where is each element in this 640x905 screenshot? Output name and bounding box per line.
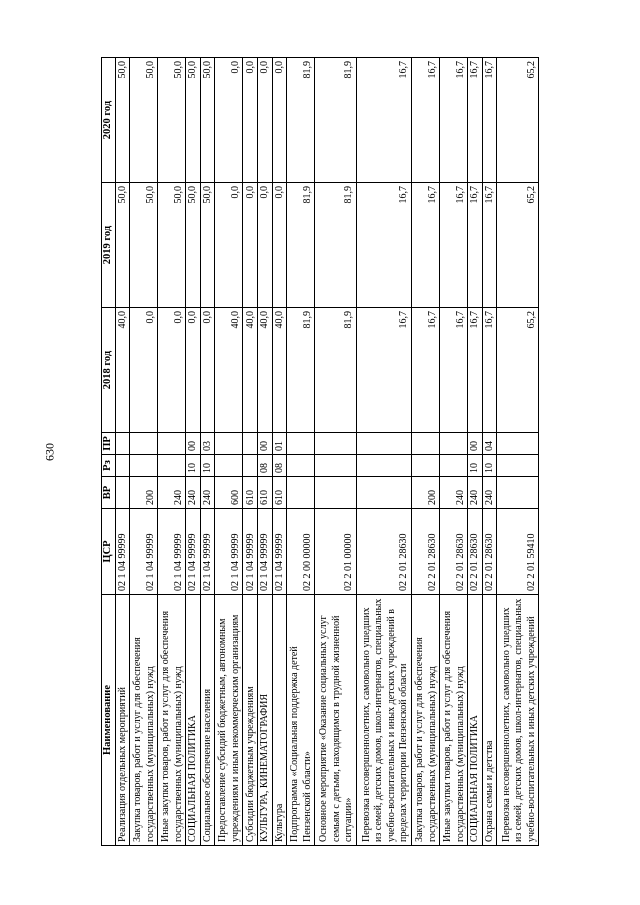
cell-name: КУЛЬТУРА, КИНЕМАТОГРАФИЯ — [258, 595, 273, 846]
cell-y2019: 65,2 — [497, 183, 539, 308]
cell-csr: 02 1 04 99999 — [258, 509, 273, 595]
cell-csr: 02 2 01 59410 — [497, 509, 539, 595]
cell-pr — [115, 433, 130, 455]
cell-pr — [215, 433, 243, 455]
cell-vr: 240 — [440, 477, 468, 509]
cell-y2018: 40,0 — [272, 308, 287, 433]
cell-y2020: 81,9 — [315, 58, 357, 183]
cell-csr: 02 1 04 99999 — [186, 509, 201, 595]
table-row — [356, 58, 411, 846]
cell-y2018: 40,0 — [258, 308, 273, 433]
cell-y2018: 0,0 — [158, 308, 186, 433]
cell-rz: 10 — [200, 455, 215, 477]
cell-pr — [130, 433, 158, 455]
header-pr: ПР — [102, 433, 116, 455]
table-row — [272, 58, 287, 846]
cell-vr: 240 — [468, 477, 483, 509]
table-row — [440, 58, 468, 846]
cell-y2020: 81,9 — [287, 58, 315, 183]
cell-rz — [497, 455, 539, 477]
header-2019: 2019 год — [102, 183, 116, 308]
cell-rz — [215, 455, 243, 477]
cell-y2018: 16,7 — [482, 308, 497, 433]
table-row — [482, 58, 497, 846]
cell-pr — [411, 433, 439, 455]
table-row — [186, 58, 201, 846]
cell-name: Закупка товаров, работ и услуг для обеспечения государственных (муниципальных) нужд — [130, 595, 158, 846]
cell-y2019: 50,0 — [186, 183, 201, 308]
header-rz: Рз — [102, 455, 116, 477]
cell-y2018: 0,0 — [130, 308, 158, 433]
cell-vr — [287, 477, 315, 509]
cell-vr — [356, 477, 411, 509]
cell-csr: 02 2 01 28630 — [440, 509, 468, 595]
cell-name: Закупка товаров, работ и услуг для обеспечения государственных (муниципальных) нужд — [411, 595, 439, 846]
budget-table — [101, 57, 539, 846]
cell-y2019: 0,0 — [272, 183, 287, 308]
cell-name: Охрана семьи и детства — [482, 595, 497, 846]
cell-y2018: 16,7 — [356, 308, 411, 433]
cell-y2020: 50,0 — [115, 58, 130, 183]
cell-csr: 02 1 04 99999 — [243, 509, 258, 595]
cell-y2019: 50,0 — [115, 183, 130, 308]
cell-name: Перевозка несовершеннолетних, самовольно ушедших из семей, детских домов, школ-интернатов, специальных учебно-воспитательных и иных детских учреждений в пределах территории Пензенской области — [356, 595, 411, 846]
table-row — [215, 58, 243, 846]
cell-y2018: 40,0 — [115, 308, 130, 433]
table-row — [315, 58, 357, 846]
cell-rz — [411, 455, 439, 477]
rotated-table-container — [101, 58, 539, 846]
cell-y2019: 81,9 — [315, 183, 357, 308]
cell-vr: 610 — [243, 477, 258, 509]
table-row — [200, 58, 215, 846]
cell-y2020: 16,7 — [482, 58, 497, 183]
cell-y2020: 50,0 — [130, 58, 158, 183]
cell-rz: 08 — [272, 455, 287, 477]
cell-y2019: 16,7 — [356, 183, 411, 308]
header-row — [102, 58, 116, 846]
cell-rz: 10 — [186, 455, 201, 477]
cell-rz — [130, 455, 158, 477]
cell-csr: 02 1 04 99999 — [215, 509, 243, 595]
cell-vr: 610 — [258, 477, 273, 509]
cell-y2018: 65,2 — [497, 308, 539, 433]
cell-vr: 200 — [411, 477, 439, 509]
cell-pr — [287, 433, 315, 455]
cell-csr: 02 2 00 00000 — [287, 509, 315, 595]
cell-vr: 240 — [200, 477, 215, 509]
cell-rz: 10 — [468, 455, 483, 477]
cell-y2019: 16,7 — [440, 183, 468, 308]
cell-rz — [115, 455, 130, 477]
cell-name: Иные закупки товаров, работ и услуг для обеспечения государственных (муниципальных) нужд — [158, 595, 186, 846]
cell-y2019: 16,7 — [411, 183, 439, 308]
cell-y2020: 65,2 — [497, 58, 539, 183]
table-row — [287, 58, 315, 846]
cell-csr: 02 2 01 28630 — [411, 509, 439, 595]
cell-csr: 02 1 04 99999 — [158, 509, 186, 595]
cell-vr: 200 — [130, 477, 158, 509]
cell-rz: 10 — [482, 455, 497, 477]
cell-vr — [315, 477, 357, 509]
cell-y2019: 50,0 — [130, 183, 158, 308]
cell-rz — [315, 455, 357, 477]
cell-y2019: 0,0 — [215, 183, 243, 308]
cell-rz: 08 — [258, 455, 273, 477]
cell-y2018: 0,0 — [186, 308, 201, 433]
cell-y2020: 16,7 — [411, 58, 439, 183]
cell-y2019: 16,7 — [468, 183, 483, 308]
cell-csr: 02 1 04 99999 — [200, 509, 215, 595]
cell-vr — [115, 477, 130, 509]
cell-pr: 03 — [200, 433, 215, 455]
cell-y2019: 0,0 — [243, 183, 258, 308]
cell-y2020: 16,7 — [440, 58, 468, 183]
header-csr: ЦСР — [102, 509, 116, 595]
cell-pr: 00 — [258, 433, 273, 455]
header-vr: ВР — [102, 477, 116, 509]
cell-rz — [243, 455, 258, 477]
cell-name: Предоставление субсидий бюджетным, автономным учреждениям и иным некоммерческим организациям — [215, 595, 243, 846]
cell-y2020: 50,0 — [158, 58, 186, 183]
cell-y2020: 0,0 — [243, 58, 258, 183]
cell-vr: 240 — [158, 477, 186, 509]
cell-name: Иные закупки товаров, работ и услуг для обеспечения государственных (муниципальных) нужд — [440, 595, 468, 846]
cell-rz — [158, 455, 186, 477]
cell-csr: 02 2 01 28630 — [356, 509, 411, 595]
cell-y2018: 40,0 — [243, 308, 258, 433]
cell-y2018: 16,7 — [468, 308, 483, 433]
cell-rz — [287, 455, 315, 477]
table-row — [258, 58, 273, 846]
cell-name: Основное мероприятие «Оказание социальных услуг семьям с детьми, находящимся в трудной жизненной ситуации» — [315, 595, 357, 846]
cell-y2020: 50,0 — [186, 58, 201, 183]
cell-csr: 02 2 01 28630 — [482, 509, 497, 595]
cell-pr: 00 — [468, 433, 483, 455]
table-row — [468, 58, 483, 846]
cell-pr — [315, 433, 357, 455]
cell-rz — [440, 455, 468, 477]
cell-csr: 02 1 04 99999 — [272, 509, 287, 595]
cell-y2020: 16,7 — [356, 58, 411, 183]
cell-y2020: 0,0 — [215, 58, 243, 183]
header-2020: 2020 год — [102, 58, 116, 183]
cell-y2020: 0,0 — [258, 58, 273, 183]
cell-name: Субсидии бюджетным учреждениям — [243, 595, 258, 846]
cell-y2020: 0,0 — [272, 58, 287, 183]
cell-csr: 02 2 01 28630 — [468, 509, 483, 595]
cell-y2018: 40,0 — [215, 308, 243, 433]
cell-csr: 02 1 04 99999 — [115, 509, 130, 595]
cell-pr — [497, 433, 539, 455]
table-row — [130, 58, 158, 846]
header-name: Наименование — [102, 595, 116, 846]
cell-y2019: 16,7 — [482, 183, 497, 308]
cell-pr — [243, 433, 258, 455]
cell-csr: 02 1 04 99999 — [130, 509, 158, 595]
cell-y2019: 81,9 — [287, 183, 315, 308]
cell-y2018: 16,7 — [440, 308, 468, 433]
table-row — [497, 58, 539, 846]
cell-y2018: 16,7 — [411, 308, 439, 433]
cell-y2019: 50,0 — [200, 183, 215, 308]
cell-rz — [356, 455, 411, 477]
cell-csr: 02 2 01 00000 — [315, 509, 357, 595]
cell-vr — [497, 477, 539, 509]
table-row — [158, 58, 186, 846]
cell-vr: 240 — [186, 477, 201, 509]
cell-vr: 610 — [272, 477, 287, 509]
cell-name: СОЦИАЛЬНАЯ ПОЛИТИКА — [186, 595, 201, 846]
cell-vr: 240 — [482, 477, 497, 509]
header-2018: 2018 год — [102, 308, 116, 433]
cell-name: СОЦИАЛЬНАЯ ПОЛИТИКА — [468, 595, 483, 846]
cell-name: Социальное обеспечение населения — [200, 595, 215, 846]
page-number: 630 — [42, 443, 57, 461]
cell-vr: 600 — [215, 477, 243, 509]
cell-pr — [356, 433, 411, 455]
cell-pr: 00 — [186, 433, 201, 455]
cell-name: Культура — [272, 595, 287, 846]
cell-name: Подпрограмма «Социальная поддержка детей Пензенской области» — [287, 595, 315, 846]
cell-name: Реализация отдельных мероприятий — [115, 595, 130, 846]
cell-y2018: 81,9 — [287, 308, 315, 433]
cell-y2018: 81,9 — [315, 308, 357, 433]
table-row — [411, 58, 439, 846]
table-row — [115, 58, 130, 846]
cell-y2020: 16,7 — [468, 58, 483, 183]
cell-pr — [158, 433, 186, 455]
cell-pr: 04 — [482, 433, 497, 455]
cell-y2019: 50,0 — [158, 183, 186, 308]
table-row — [243, 58, 258, 846]
cell-pr — [440, 433, 468, 455]
cell-y2020: 50,0 — [200, 58, 215, 183]
cell-name: Перевозка несовершеннолетних, самовольно ушедших из семей, детских домов, школ-интернатов, специальных учебно-воспитательных и иных детских учреждений — [497, 595, 539, 846]
cell-y2019: 0,0 — [258, 183, 273, 308]
cell-pr: 01 — [272, 433, 287, 455]
cell-y2018: 0,0 — [200, 308, 215, 433]
